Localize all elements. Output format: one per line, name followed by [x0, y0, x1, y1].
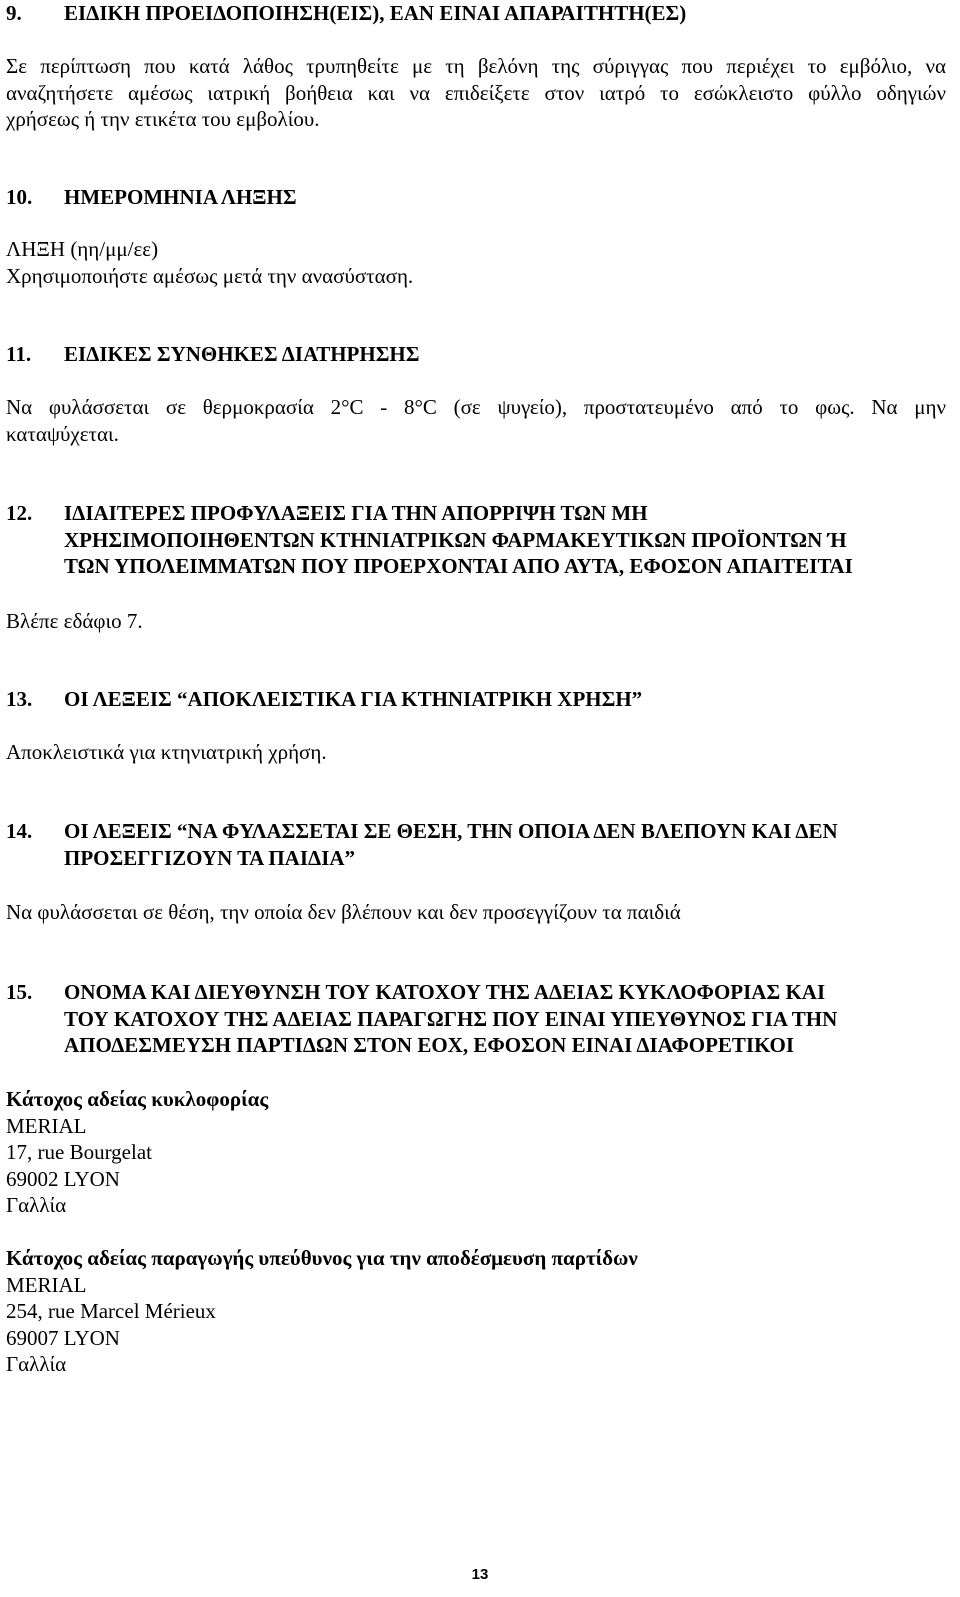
heading-line: ΑΠΟΔΕΣΜΕΥΣΗ ΠΑΡΤΙΔΩΝ ΣΤΟΝ ΕΟΧ, ΕΦΟΣΟΝ ΕΙΝΑΙ ΔΙΑΦΟΡΕΤΙΚΟΙ: [64, 1033, 795, 1057]
body-line: χρήσεως ή την ετικέτα του εμβολίου.: [6, 107, 320, 131]
section-title: ΗΜΕΡΟΜΗΝΙΑ ΛΗΞΗΣ: [64, 185, 297, 209]
heading-line: ΤΩΝ ΥΠΟΛΕΙΜΜΑΤΩΝ ΠΟΥ ΠΡΟΕΡΧΟΝΤΑΙ ΑΠΟ ΑΥΤΑ, ΕΦΟΣΟΝ ΑΠΑΙΤΕΙΤΑΙ: [64, 554, 853, 578]
body-line: Χρησιμοποιήστε αμέσως μετά την ανασύσταση.: [6, 263, 414, 288]
marketing-authorisation-holder: [6, 1086, 946, 1219]
section-10-heading: [6, 184, 946, 211]
section-14-heading: [6, 818, 946, 871]
section-number: 13.: [6, 687, 33, 711]
heading-line: ΠΡΟΣΕΓΓΙΖΟΥΝ ΤΑ ΠΑΙΔΙΑ”: [64, 845, 356, 870]
manufacturing-authorisation-holder: [6, 1245, 946, 1378]
holder-street: 17, rue Bourgelat: [6, 1140, 152, 1164]
body-line: ΛΗΞΗ (ηη/μμ/εε): [6, 237, 159, 261]
section-title: ΟΙ ΛΕΞΕΙΣ “ΑΠΟΚΛΕΙΣΤΙΚΑ ΓΙΑ ΚΤΗΝΙΑΤΡΙΚΗ ΧΡΗΣΗ”: [64, 687, 643, 711]
section-title: ΕΙΔΙΚΕΣ ΣΥΝΘΗΚΕΣ ΔΙΑΤΗΡΗΣΗΣ: [64, 342, 420, 366]
section-11-body: [6, 394, 946, 447]
holder-country: Γαλλία: [6, 1352, 67, 1376]
heading-line: ΤΟΥ ΚΑΤΟΧΟΥ ΤΗΣ ΑΔΕΙΑΣ ΠΑΡΑΓΩΓΗΣ ΠΟΥ ΕΙΝΑΙ ΥΠΕΥΘΥΝΟΣ ΓΙΑ ΤΗΝ: [64, 1006, 838, 1031]
section-14-body: [6, 899, 946, 926]
heading-line: ΟΙ ΛΕΞΕΙΣ “ΝΑ ΦΥΛΑΣΣΕΤΑΙ ΣΕ ΘΕΣΗ, ΤΗΝ ΟΠΟΙΑ ΔΕΝ ΒΛΕΠΟΥΝ ΚΑΙ ΔΕΝ: [64, 819, 838, 843]
heading-line: ΟΝΟΜΑ ΚΑΙ ΔΙΕΥΘΥΝΣΗ ΤΟΥ ΚΑΤΟΧΟΥ ΤΗΣ ΑΔΕΙΑΣ ΚΥΚΛΟΦΟΡΙΑΣ ΚΑΙ: [64, 980, 826, 1004]
section-10-body: [6, 236, 946, 289]
body-line: Αποκλειστικά για κτηνιατρική χρήση.: [6, 740, 327, 764]
body-line: Να φυλάσσεται σε θέση, την οποία δεν βλέπουν και δεν προσεγγίζουν τα παιδιά: [6, 900, 681, 924]
heading-line: ΙΔΙΑΙΤΕΡΕΣ ΠΡΟΦΥΛΑΞΕΙΣ ΓΙΑ ΤΗΝ ΑΠΟΡΡΙΨΗ ΤΩΝ ΜΗ: [64, 501, 648, 525]
section-title: [64, 500, 946, 580]
section-9-heading: [6, 0, 946, 27]
holder-country: Γαλλία: [6, 1193, 67, 1217]
body-line: αναζητήσετε αμέσως ιατρική βοήθεια και να επιδείξετε στον ιατρό το εσώκλειστο φύλλο οδηγιών: [6, 80, 946, 105]
section-title: [64, 818, 946, 871]
section-title: [64, 979, 946, 1059]
section-number: 12.: [6, 501, 33, 525]
section-12-body: [6, 608, 946, 635]
section-11-heading: [6, 341, 946, 368]
section-15-heading: [6, 979, 946, 1059]
section-12-heading: [6, 500, 946, 580]
body-line: Βλέπε εδάφιο 7.: [6, 609, 143, 633]
section-number: 10.: [6, 185, 33, 209]
page-number: 13: [471, 1566, 489, 1583]
section-number: 15.: [6, 980, 33, 1004]
section-13-body: [6, 739, 946, 766]
body-line: καταψύχεται.: [6, 421, 119, 446]
section-number: 9.: [6, 1, 22, 25]
holder-title: Κάτοχος αδείας κυκλοφορίας: [6, 1087, 269, 1111]
holder-title: Κάτοχος αδείας παραγωγής υπεύθυνος για την αποδέσμευση παρτίδων: [6, 1246, 638, 1270]
holder-city: 69002 LYON: [6, 1166, 120, 1191]
section-9-body: [6, 53, 946, 133]
body-line: Να φυλάσσεται σε θερμοκρασία 2°C - 8°C (σε ψυγείο), προστατευμένο από το φως. Να μην: [6, 395, 946, 419]
holder-name: MERIAL: [6, 1272, 87, 1297]
heading-line: ΧΡΗΣΙΜΟΠΟΙΗΘΕΝΤΩΝ ΚΤΗΝΙΑΤΡΙΚΩΝ ΦΑΡΜΑΚΕΥΤΙΚΩΝ ΠΡΟΪΟΝΤΩΝ Ή: [64, 527, 847, 552]
section-title: ΕΙΔΙΚΗ ΠΡΟΕΙΔΟΠΟΙΗΣΗ(ΕΙΣ), ΕΑΝ ΕΙΝΑΙ ΑΠΑΡΑΙΤΗΤΗ(ΕΣ): [64, 1, 687, 25]
section-number: 11.: [6, 342, 32, 366]
body-line: Σε περίπτωση που κατά λάθος τρυπηθείτε με τη βελόνη της σύριγγας που περιέχει το εμβόλιο, να: [6, 54, 946, 78]
holder-city: 69007 LYON: [6, 1325, 120, 1350]
section-number: 14.: [6, 819, 33, 843]
section-13-heading: [6, 686, 946, 713]
holder-street: 254, rue Marcel Mérieux: [6, 1299, 216, 1323]
holder-name: MERIAL: [6, 1113, 87, 1138]
